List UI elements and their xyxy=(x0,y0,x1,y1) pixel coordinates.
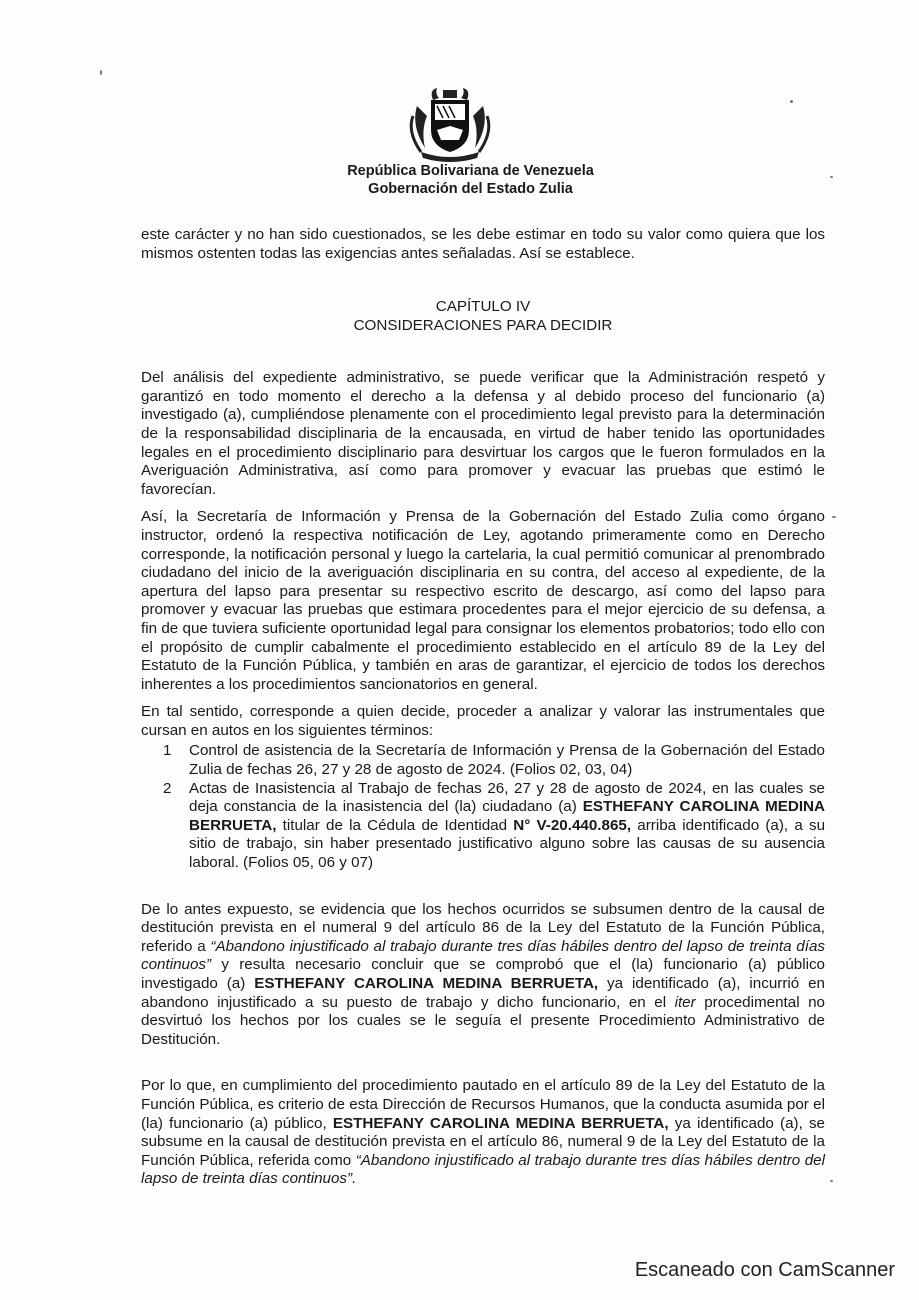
letterhead xyxy=(0,162,919,198)
scan-speck xyxy=(830,176,833,178)
scan-speck xyxy=(100,70,102,75)
text-segment: y resulta necesario concluir que se comprobó que el (la) funcionario (a) público investigado (a) xyxy=(141,956,825,992)
document-body xyxy=(141,226,825,1189)
evidence-list xyxy=(141,742,825,872)
text-segment: arriba identificado (a), a su sitio de trabajo, sin haber presentado justificativo alguno sobre las causas de su ausencia laboral. (Folios 05, 06 y 07) xyxy=(189,816,826,872)
list-item-number: 2 xyxy=(163,779,172,797)
id-number: N° V-20.440.865, xyxy=(513,816,632,834)
text-segment: titular de la Cédula de Identidad xyxy=(276,816,514,834)
paragraph-conclusion xyxy=(141,901,825,1050)
person-name: ESTHEFANY CAROLINA MEDINA BERRUETA, xyxy=(332,1114,669,1132)
text-segment: Por lo que, en cumplimiento del procedimiento pautado en el artículo 89 de la Ley del Estatuto de la Función Pública, es criterio de esta Dirección de Recursos Humanos, que la conducta asumida por el (la) funcionario (a) público, xyxy=(141,1077,825,1132)
letterhead-country: República Bolivariana de Venezuela xyxy=(347,163,594,179)
intro-paragraph: este carácter y no han sido cuestionados, se les debe estimar en todo su valor como quiera que los mismos ostenten todas las exigencias antes señaladas. Así se establece. xyxy=(141,226,825,262)
iter-term: iter xyxy=(674,993,696,1011)
chapter-heading xyxy=(141,297,825,335)
paragraph-notification: Así, la Secretaría de Información y Prensa de la Gobernación del Estado Zulia como órgano instructor, ordenó la respectiva notificación de Ley, agotando primeramente como en Derecho corresponde, la notificación personal y luego la cartelaria, la cual permitió comunicar al prenombrado ciudadano del inicio de la averiguación disciplinaria en su contra, del acceso al expediente, de la apertura del lapso para presentar su respectivo escrito de descargo, así como del lapso para promover y evacuar las pruebas que estimara procedentes para el mejor ejercicio de su defensa, a fin de que tuviera suficiente oportunidad legal para consignar los elementos probatorios; todo ello con el propósito de cumplir cabalmente el procedimiento establecido en el artículo 89 de la Ley del Estatuto de la Función Pública, y también en aras de garantizar, el ejercicio de todos los derechos inherentes a los procedimientos sancionatorios en general. xyxy=(141,508,825,693)
legal-quote: “Abandono injustificado al trabajo durante tres días hábiles dentro del lapso de treinta días continuos” xyxy=(141,937,825,974)
paragraph-valuation: En tal sentido, corresponde a quien decide, proceder a analizar y valorar las instrumentales que cursan en autos en los siguientes términos: xyxy=(141,703,825,739)
legal-quote: “Abandono injustificado al trabajo durante tres días hábiles dentro del lapso de treinta días continuos”. xyxy=(141,1151,825,1188)
text-segment: ya identificado (a), incurrió en abandono injustificado a su puesto de trabajo y dicho funcionario, en el xyxy=(141,975,825,1011)
text-segment: ya identificado (a), se subsume en la causal de destitución prevista en el artículo 86, numeral 9 de la Ley del Estatuto de la Función Pública, referida como xyxy=(141,1114,826,1169)
letterhead-government: Gobernación del Estado Zulia xyxy=(368,181,573,197)
text-segment: procedimental no desvirtuó los hechos por los cuales se le seguía el presente Procedimiento Administrativo de Destitución. xyxy=(141,993,825,1048)
text-segment: Actas de Inasistencia al Trabajo de fechas 26, 27 y 28 de agosto de 2024, en las cuales se deja constancia de la inasistencia del (la) ciudadano (a) xyxy=(189,779,825,816)
scan-speck xyxy=(790,100,793,103)
text-segment: De lo antes expuesto, se evidencia que los hechos ocurridos se subsumen dentro de la causal de destitución prevista en el numeral 9 del artículo 86 de la Ley del Estatuto de la Función Pública, referido a xyxy=(141,900,825,955)
chapter-title: CAPÍTULO IV xyxy=(435,298,531,316)
list-item-text xyxy=(189,780,825,873)
scanner-watermark: Escaneado con CamScanner xyxy=(634,1259,895,1281)
chapter-subtitle: CONSIDERACIONES PARA DECIDIR xyxy=(353,317,613,335)
list-item xyxy=(141,742,825,779)
list-item-number: 1 xyxy=(163,742,172,760)
scan-speck xyxy=(832,516,836,518)
paragraph-criterion xyxy=(141,1077,825,1189)
paragraph-analysis: Del análisis del expediente administrativo, se puede verificar que la Administración respetó y garantizó en todo momento el derecho a la defensa y al debido proceso del funcionario (a) investigado (a), cumpliéndose plenamente con el procedimiento legal previsto para la determinación de la responsabilidad disciplinaria de la encausada, en virtud de haber tenido las oportunidades legales en el procedimiento disciplinario para desvirtuar los cargos que le fueron formulados en la Averiguación Administrativa, así como para promover y evacuar las pruebas que estimó le favorecían. xyxy=(141,369,825,498)
person-name: ESTHEFANY CAROLINA MEDINA BERRUETA, xyxy=(189,798,825,834)
coat-of-arms-icon xyxy=(407,86,493,162)
person-name: ESTHEFANY CAROLINA MEDINA BERRUETA, xyxy=(254,975,599,992)
scan-speck xyxy=(830,1180,833,1182)
list-item-text: Control de asistencia de la Secretaría de Información y Prensa de la Gobernación del Estado Zulia de fechas 26, 27 y 28 de agosto de 2024. (Folios 02, 03, 04) xyxy=(189,742,825,779)
list-item xyxy=(141,780,825,873)
